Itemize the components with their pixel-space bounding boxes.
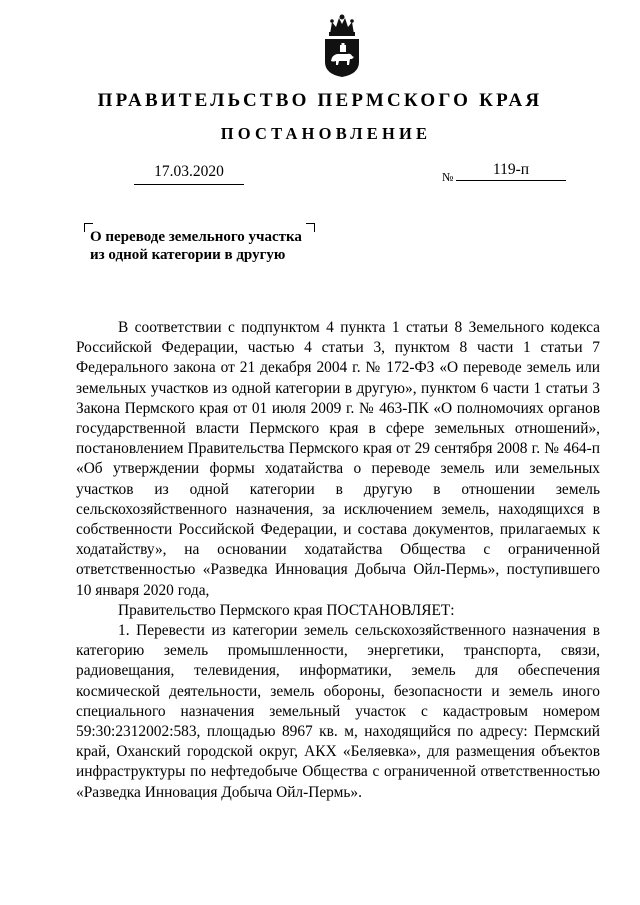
government-title: ПРАВИТЕЛЬСТВО ПЕРМСКОГО КРАЯ: [97, 90, 543, 111]
number-sign: №: [442, 170, 454, 184]
item-1-paragraph: 1. Перевести из категории земель сельскохозяйственного назначения в категорию земель промышленности, энергетики, транспорта, связи, радиовещания, телевидения, информатики, земель для обеспечения космической деятельности, земель обороны, безопасности и земель иного специального назначения земельный участок с кадастровым номером 59:30:2312002:583, площадью 8967 кв. м, находящийся по адресу: Пермский край, Оханский городской округ, АКХ «Беляевка», для размещения объектов инфраструктуры по нефтедобыче Общества с ограниченной ответственностью «Разведка Инновация Добыча Ойл-Пермь».: [76, 622, 600, 801]
decree-number: 119-п: [492, 161, 530, 178]
number-underline: [456, 180, 566, 181]
perm-krai-coat-of-arms-icon: [321, 12, 363, 78]
document-type: ПОСТАНОВЛЕНИЕ: [220, 124, 432, 143]
document-body: [76, 318, 600, 803]
date-underline: [134, 184, 244, 185]
preamble-paragraph: В соответствии с подпунктом 4 пункта 1 статьи 8 Земельного кодекса Российской Федерации, частью 4 статьи 3, пунктом 8 части 1 статьи 7 Федерального закона от 21 декабря 2004 г. № 172-ФЗ «О переводе земель или земельных участков из одной категории в другую», пунктом 6 части 1 статьи 3 Закона Пермского края от 01 июля 2009 г. № 463-ПК «О полномочиях органов государственной власти Пермского края в сфере земельных отношений», постановлением Правительства Пермского края от 29 сентября 2008 г. № 464-п «Об утверждении формы ходатайства о переводе земель или земельных участков из одной категории в другую в отношении земель сельскохозяйственного назначения, за исключением земель, находящихся в собственности Российской Федерации, и состава документов, прилагаемых к ходатайству», на основании ходатайства Общества с ограниченной ответственностью «Разведка Инновация Добыча Ойл-Пермь», поступившего 10 января 2020 года,: [76, 319, 600, 599]
subject-line-1: О переводе земельного участка: [90, 229, 302, 245]
subject-line-2: из одной категории в другую: [90, 247, 286, 263]
subject-bracket-right: [306, 223, 315, 232]
subject-heading: [90, 228, 302, 264]
resolution-paragraph: Правительство Пермского края ПОСТАНОВЛЯЕТ:: [118, 601, 455, 619]
decree-date: 17.03.2020: [154, 163, 224, 180]
